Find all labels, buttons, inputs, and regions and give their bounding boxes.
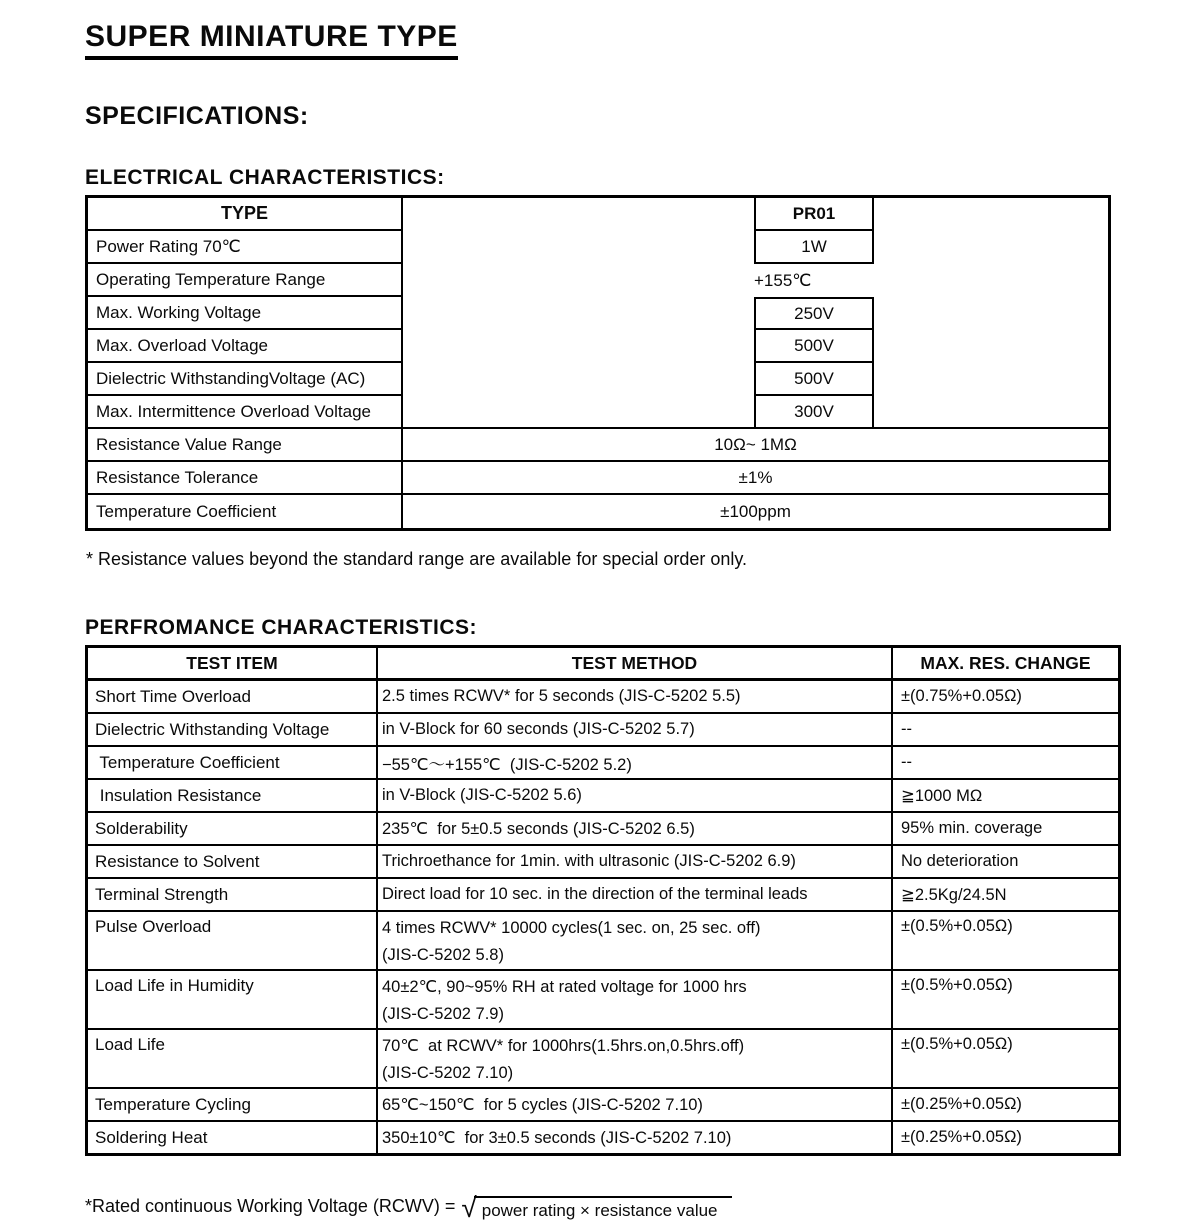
test-item: Soldering Heat — [88, 1122, 378, 1153]
empty-cell — [403, 297, 754, 330]
max-res-change: ≧2.5Kg/24.5N — [901, 885, 1007, 904]
max-res-change: ±(0.5%+0.05Ω) — [901, 1035, 1013, 1053]
test-method: in V-Block for 60 seconds (JIS-C-5202 5.7) — [378, 714, 893, 745]
parameter-value: 500V — [754, 363, 874, 396]
rcwv-radicand: power rating × resistance value — [474, 1196, 732, 1221]
test-item: Temperature Cycling — [88, 1089, 378, 1120]
rcwv-footnote-text: *Rated continuous Working Voltage (RCWV) = — [85, 1196, 456, 1216]
parameter-value: 10Ω~ 1MΩ — [403, 429, 1108, 462]
test-item-header: TEST ITEM — [88, 648, 378, 678]
empty-cell — [874, 363, 1108, 396]
table-row — [88, 912, 1118, 971]
table-row — [88, 846, 1118, 879]
max-res-change-header: MAX. RES. CHANGE — [920, 652, 1091, 673]
resistance-note: * Resistance values beyond the standard range are available for special order only. — [86, 549, 748, 569]
test-item: Load Life in Humidity — [88, 971, 378, 1028]
parameter-label: Operating Temperature Range — [88, 264, 403, 297]
parameter-value: 1W — [754, 231, 874, 264]
table-row — [88, 879, 1118, 912]
max-res-change: ±(0.25%+0.05Ω) — [901, 1128, 1022, 1146]
max-res-change: ≧1000 MΩ — [901, 786, 983, 805]
performance-characteristics-table — [85, 645, 1121, 1156]
max-res-change: ±(0.5%+0.05Ω) — [901, 976, 1013, 994]
table-row — [88, 813, 1118, 846]
test-method — [378, 971, 893, 1028]
table-row — [88, 1089, 1118, 1122]
test-item: Short Time Overload — [88, 681, 378, 712]
empty-cell — [403, 363, 754, 396]
empty-cell — [874, 297, 1108, 330]
empty-cell — [403, 330, 754, 363]
test-method: 2.5 times RCWV* for 5 seconds (JIS-C-5202 5.5) — [378, 681, 893, 712]
table-row — [88, 971, 1118, 1030]
parameter-label: Temperature Coefficient — [88, 495, 403, 528]
test-method: Direct load for 10 sec. in the direction of the terminal leads — [378, 879, 893, 910]
max-res-change: No deterioration — [901, 852, 1019, 870]
type-value-cell: PR01 — [754, 198, 874, 231]
test-method: −55℃～+155℃ (JIS-C-5202 5.2) — [378, 747, 893, 778]
parameter-label: Max. Intermittence Overload Voltage — [88, 396, 403, 429]
table-row — [88, 1030, 1118, 1089]
test-method: 65℃~150℃ for 5 cycles (JIS-C-5202 7.10) — [378, 1089, 893, 1120]
electrical-characteristics-table — [85, 195, 1111, 531]
parameter-value: 300V — [754, 396, 874, 429]
test-item: Insulation Resistance — [88, 780, 378, 811]
parameter-value: +155℃ — [754, 270, 812, 290]
empty-cell — [403, 231, 754, 264]
rcwv-footnote — [85, 1192, 1180, 1224]
table-row — [88, 747, 1118, 780]
table-row — [88, 780, 1118, 813]
specifications-heading: SPECIFICATIONS: — [85, 102, 309, 130]
parameter-value: ±1% — [403, 462, 1108, 495]
parameter-value: 250V — [754, 297, 874, 330]
parameter-label: Resistance Value Range — [88, 429, 403, 462]
parameter-label: Max. Working Voltage — [88, 297, 403, 330]
max-res-change: ±(0.25%+0.05Ω) — [901, 1095, 1022, 1113]
test-item: Load Life — [88, 1030, 378, 1087]
parameter-value: ±100ppm — [720, 501, 791, 521]
empty-cell — [403, 198, 754, 231]
table-row — [88, 681, 1118, 714]
empty-cell — [874, 198, 1108, 231]
test-method-header: TEST METHOD — [378, 648, 893, 678]
table-header-row — [88, 648, 1118, 681]
parameter-label: Power Rating 70℃ — [88, 231, 403, 264]
parameter-label: Dielectric WithstandingVoltage (AC) — [88, 363, 403, 396]
table-row — [88, 1122, 1118, 1153]
max-res-change: ±(0.5%+0.05Ω) — [901, 917, 1013, 935]
test-item: Terminal Strength — [88, 879, 378, 910]
max-res-change: -- — [901, 720, 912, 738]
test-method-line2: (JIS-C-5202 5.8) — [382, 946, 504, 964]
test-method-line1: 40±2℃, 90~95% RH at rated voltage for 1000 hrs — [382, 978, 747, 996]
parameter-label: Resistance Tolerance — [88, 462, 403, 495]
type-header-cell: TYPE — [88, 198, 403, 231]
page-title: SUPER MINIATURE TYPE — [85, 20, 458, 60]
parameter-label: Max. Overload Voltage — [88, 330, 403, 363]
test-method — [378, 1030, 893, 1087]
test-method — [378, 912, 893, 969]
test-item: Temperature Coefficient — [88, 747, 378, 778]
test-method-line2: (JIS-C-5202 7.10) — [382, 1064, 514, 1082]
empty-cell — [874, 231, 1108, 264]
max-res-change: ±(0.75%+0.05Ω) — [901, 687, 1022, 705]
test-method: 235℃ for 5±0.5 seconds (JIS-C-5202 6.5) — [378, 813, 893, 844]
test-item: Solderability — [88, 813, 378, 844]
test-method-line1: 4 times RCWV* 10000 cycles(1 sec. on, 25 sec. off) — [382, 919, 761, 937]
max-res-change: 95% min. coverage — [901, 819, 1043, 837]
table-row — [88, 714, 1118, 747]
empty-cell — [403, 396, 754, 429]
square-root-symbol: √ — [461, 1192, 477, 1223]
performance-characteristics-heading: PERFROMANCE CHARACTERISTICS: — [85, 616, 477, 639]
test-method: in V-Block (JIS-C-5202 5.6) — [378, 780, 893, 811]
test-method-line2: (JIS-C-5202 7.9) — [382, 1005, 504, 1023]
max-res-change: -- — [901, 753, 912, 771]
test-method: 350±10℃ for 3±0.5 seconds (JIS-C-5202 7.10) — [378, 1122, 893, 1153]
empty-cell — [874, 396, 1108, 429]
test-item: Pulse Overload — [88, 912, 378, 969]
test-method-line1: 70℃ at RCWV* for 1000hrs(1.5hrs.on,0.5hrs.off) — [382, 1037, 745, 1055]
empty-cell — [874, 330, 1108, 363]
test-item: Dielectric Withstanding Voltage — [88, 714, 378, 745]
test-method: Trichroethance for 1min. with ultrasonic (JIS-C-5202 6.9) — [378, 846, 893, 877]
test-item: Resistance to Solvent — [88, 846, 378, 877]
parameter-value: 500V — [754, 330, 874, 363]
electrical-characteristics-heading: ELECTRICAL CHARACTERISTICS: — [85, 166, 445, 189]
